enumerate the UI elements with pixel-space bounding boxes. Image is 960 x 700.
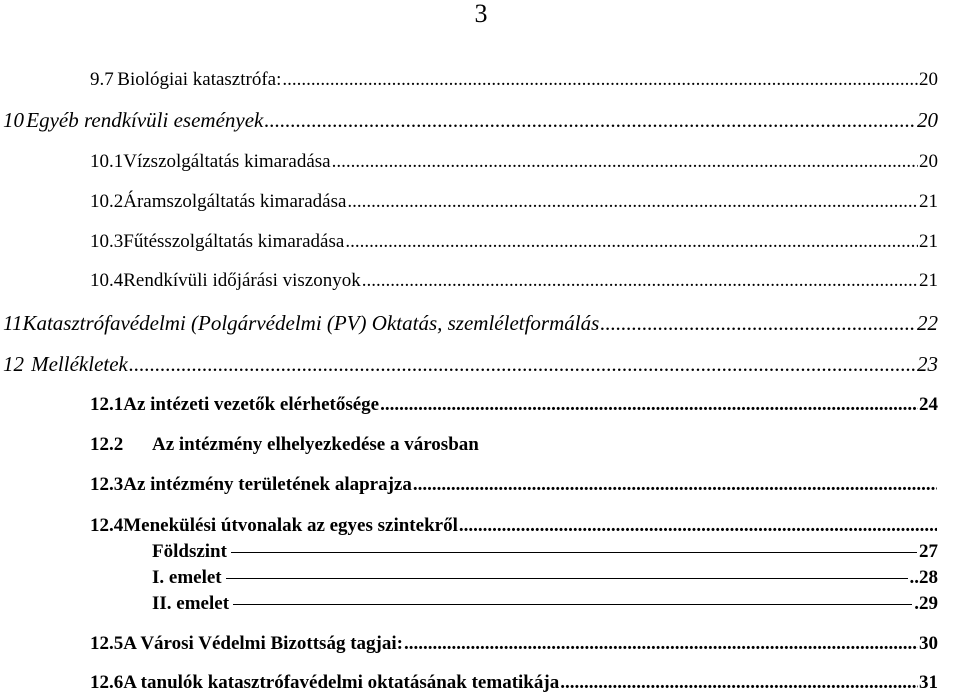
toc-entry-number: 12.6	[90, 672, 124, 693]
line-leader	[226, 577, 908, 579]
dot-leader	[459, 515, 937, 537]
toc-entry-page: 30	[919, 633, 938, 654]
dot-leader	[129, 352, 916, 377]
toc-entry-title: Az intézmény területének alaprajza	[123, 474, 412, 495]
toc-entry[interactable]	[90, 394, 938, 416]
toc-entry-number: 10.1	[90, 151, 124, 172]
toc-entry-title: I. emelet	[152, 567, 222, 588]
toc-entry-number: 12	[3, 352, 24, 376]
toc-entry-number: 10	[3, 108, 24, 132]
toc-entry-page: 27	[919, 541, 938, 562]
toc-subentry[interactable]	[152, 593, 938, 615]
toc-entry-title: Mellékletek	[31, 352, 128, 376]
toc-entry[interactable]	[90, 474, 938, 496]
toc-entry-page: 31	[919, 672, 938, 693]
toc-entry-page: 22	[917, 311, 938, 335]
dot-leader	[413, 474, 937, 496]
toc-entry[interactable]	[90, 69, 938, 91]
toc-entry-number: 10.3	[90, 231, 124, 252]
toc-entry-page: 20	[917, 108, 938, 132]
dot-leader	[362, 270, 918, 292]
toc-entry-page: 24	[919, 394, 938, 415]
toc-entry-title: Fűtésszolgáltatás kimaradása	[123, 231, 345, 252]
page-number: 3	[474, 0, 488, 28]
toc-entry[interactable]	[90, 231, 938, 253]
toc-entry-number: 9.7	[90, 69, 114, 90]
toc-entry-title: Menekülési útvonalak az egyes szintekről	[123, 515, 458, 536]
toc-entry-page: 23	[917, 352, 938, 376]
toc-entry-number: 10.2	[90, 191, 124, 212]
toc-entry[interactable]	[90, 151, 938, 173]
toc-entry-title: A tanulók katasztrófavédelmi oktatásának tematikája	[123, 672, 560, 693]
toc-entry-title: Katasztrófavédelmi (Polgárvédelmi (PV) Oktatás, szemléletformálás	[22, 311, 600, 335]
toc-entry-title: Az intézmény elhelyezkedése a városban	[152, 434, 479, 455]
toc-subentry[interactable]	[152, 567, 938, 589]
toc-entry[interactable]	[90, 672, 938, 694]
toc-entry[interactable]	[3, 311, 938, 336]
dot-leader	[264, 108, 916, 133]
line-leader	[231, 551, 917, 553]
toc-entry-page: ..28	[909, 567, 938, 588]
toc-entry-title: Rendkívüli időjárási viszonyok	[123, 270, 361, 291]
toc-entry-page: .29	[914, 593, 938, 614]
toc-entry-number: 12.2	[90, 434, 124, 455]
toc-entry-number: 12.5	[90, 633, 124, 654]
dot-leader	[560, 672, 918, 694]
dot-leader	[282, 69, 918, 91]
toc-entry-title: A Városi Védelmi Bizottság tagjai:	[123, 633, 403, 654]
toc-subentry[interactable]	[152, 541, 938, 563]
toc-entry-page: 20	[919, 151, 938, 172]
toc-entry-title: Biológiai katasztrófa:	[117, 69, 282, 90]
dot-leader	[600, 311, 916, 336]
toc-entry-number: 12.4	[90, 515, 124, 536]
dot-leader	[345, 231, 918, 253]
toc-entry[interactable]	[3, 352, 938, 377]
toc-entry-page: 21	[919, 191, 938, 212]
dot-leader	[347, 191, 918, 213]
toc-entry-page: 20	[919, 69, 938, 90]
toc-entry[interactable]	[90, 434, 938, 456]
toc-entry-page: 21	[919, 270, 938, 291]
toc-entry[interactable]	[90, 515, 938, 537]
toc-entry[interactable]	[3, 108, 938, 133]
dot-leader	[332, 151, 918, 173]
toc-entry-number: 12.3	[90, 474, 124, 495]
toc-entry-title: II. emelet	[152, 593, 230, 614]
line-leader	[233, 603, 912, 605]
toc-entry-page: 21	[919, 231, 938, 252]
toc-entry-title: Vízszolgáltatás kimaradása	[123, 151, 331, 172]
toc-entry-title: Áramszolgáltatás kimaradása	[123, 191, 347, 212]
dot-leader	[380, 394, 918, 416]
toc-entry-number: 11	[3, 311, 23, 335]
dot-leader	[404, 633, 918, 655]
toc-entry[interactable]	[90, 191, 938, 213]
toc-entry-number: 12.1	[90, 394, 124, 415]
toc-entry-number: 10.4	[90, 270, 124, 291]
toc-entry-title: Az intézeti vezetők elérhetősége	[123, 394, 380, 415]
toc-entry-title: Egyéb rendkívüli események	[26, 108, 264, 132]
toc-entry[interactable]	[90, 633, 938, 655]
toc-entry-title: Földszint	[152, 541, 227, 562]
toc-entry[interactable]	[90, 270, 938, 292]
